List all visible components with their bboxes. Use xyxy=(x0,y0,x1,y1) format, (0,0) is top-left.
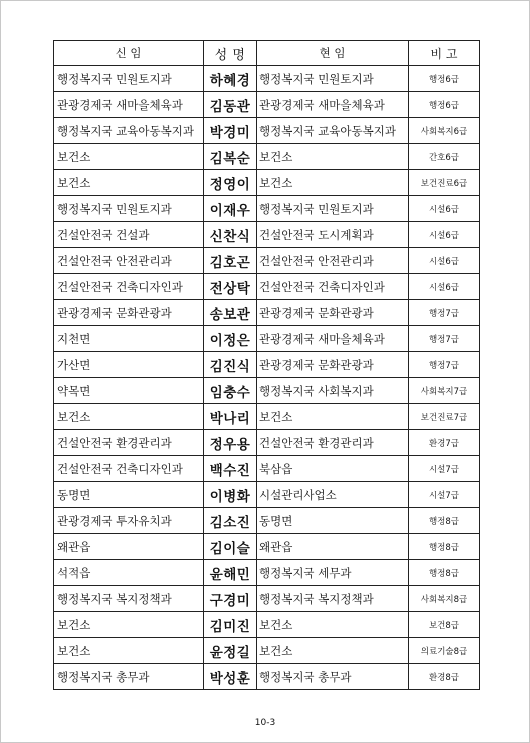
table-header-row xyxy=(54,41,480,66)
remarks-cell: 보건진료6급 xyxy=(409,170,480,196)
new-post-cell: 보건소 xyxy=(54,404,204,430)
table-row xyxy=(54,92,480,118)
remarks-cell: 시설7급 xyxy=(409,482,480,508)
header-remarks: 비 고 xyxy=(409,41,480,66)
new-post-cell: 건설안전국 건축디자인과 xyxy=(54,274,204,300)
name-cell: 박성훈 xyxy=(204,664,257,690)
remarks-cell: 행정6급 xyxy=(409,92,480,118)
new-post-cell: 행정복지국 총무과 xyxy=(54,664,204,690)
header-name: 성 명 xyxy=(204,41,257,66)
remarks-cell: 행정8급 xyxy=(409,560,480,586)
remarks-cell: 행정6급 xyxy=(409,66,480,92)
name-cell: 김호곤 xyxy=(204,248,257,274)
name-cell: 김동관 xyxy=(204,92,257,118)
current-post-cell: 보건소 xyxy=(257,638,409,664)
table-row xyxy=(54,352,480,378)
name-cell: 이병화 xyxy=(204,482,257,508)
table-row xyxy=(54,430,480,456)
remarks-cell: 사회복지7급 xyxy=(409,378,480,404)
current-post-cell: 건설안전국 환경관리과 xyxy=(257,430,409,456)
current-post-cell: 보건소 xyxy=(257,404,409,430)
current-post-cell: 행정복지국 교육아동복지과 xyxy=(257,118,409,144)
table-row xyxy=(54,144,480,170)
remarks-cell: 행정7급 xyxy=(409,352,480,378)
table-row xyxy=(54,534,480,560)
name-cell: 전상탁 xyxy=(204,274,257,300)
new-post-cell: 행정복지국 교육아동복지과 xyxy=(54,118,204,144)
new-post-cell: 석적읍 xyxy=(54,560,204,586)
new-post-cell: 왜관읍 xyxy=(54,534,204,560)
name-cell: 김미진 xyxy=(204,612,257,638)
remarks-cell: 시설6급 xyxy=(409,248,480,274)
current-post-cell: 관광경제국 새마을체육과 xyxy=(257,326,409,352)
name-cell: 이재우 xyxy=(204,196,257,222)
current-post-cell: 건설안전국 건축디자인과 xyxy=(257,274,409,300)
new-post-cell: 약목면 xyxy=(54,378,204,404)
name-cell: 정우용 xyxy=(204,430,257,456)
name-cell: 임충수 xyxy=(204,378,257,404)
table-row xyxy=(54,248,480,274)
current-post-cell: 왜관읍 xyxy=(257,534,409,560)
remarks-cell: 사회복지8급 xyxy=(409,586,480,612)
name-cell: 김진식 xyxy=(204,352,257,378)
name-cell: 박경미 xyxy=(204,118,257,144)
new-post-cell: 관광경제국 새마을체육과 xyxy=(54,92,204,118)
new-post-cell: 지천면 xyxy=(54,326,204,352)
table-row xyxy=(54,560,480,586)
remarks-cell: 시설6급 xyxy=(409,222,480,248)
name-cell: 윤정길 xyxy=(204,638,257,664)
current-post-cell: 행정복지국 복지정책과 xyxy=(257,586,409,612)
current-post-cell: 동명면 xyxy=(257,508,409,534)
current-post-cell: 보건소 xyxy=(257,612,409,638)
table-row xyxy=(54,326,480,352)
remarks-cell: 사회복지6급 xyxy=(409,118,480,144)
current-post-cell: 보건소 xyxy=(257,144,409,170)
table-row xyxy=(54,638,480,664)
remarks-cell: 환경8급 xyxy=(409,664,480,690)
name-cell: 김소진 xyxy=(204,508,257,534)
current-post-cell: 북삼읍 xyxy=(257,456,409,482)
name-cell: 김복순 xyxy=(204,144,257,170)
remarks-cell: 시설6급 xyxy=(409,274,480,300)
remarks-cell: 간호6급 xyxy=(409,144,480,170)
table-row xyxy=(54,456,480,482)
current-post-cell: 보건소 xyxy=(257,170,409,196)
new-post-cell: 보건소 xyxy=(54,144,204,170)
personnel-table xyxy=(53,40,480,690)
name-cell: 구경미 xyxy=(204,586,257,612)
new-post-cell: 관광경제국 투자유치과 xyxy=(54,508,204,534)
new-post-cell: 건설안전국 안전관리과 xyxy=(54,248,204,274)
name-cell: 하혜경 xyxy=(204,66,257,92)
page-number: 10-3 xyxy=(254,718,276,728)
new-post-cell: 보건소 xyxy=(54,638,204,664)
table-row xyxy=(54,118,480,144)
table-row xyxy=(54,222,480,248)
table-row xyxy=(54,482,480,508)
current-post-cell: 행정복지국 사회복지과 xyxy=(257,378,409,404)
current-post-cell: 관광경제국 문화관광과 xyxy=(257,352,409,378)
name-cell: 박나리 xyxy=(204,404,257,430)
header-current-post: 현 임 xyxy=(257,41,409,66)
new-post-cell: 동명면 xyxy=(54,482,204,508)
current-post-cell: 행정복지국 총무과 xyxy=(257,664,409,690)
current-post-cell: 행정복지국 세무과 xyxy=(257,560,409,586)
table-row xyxy=(54,300,480,326)
name-cell: 윤해민 xyxy=(204,560,257,586)
new-post-cell: 행정복지국 민원토지과 xyxy=(54,196,204,222)
current-post-cell: 관광경제국 문화관광과 xyxy=(257,300,409,326)
table-row xyxy=(54,612,480,638)
remarks-cell: 보건8급 xyxy=(409,612,480,638)
remarks-cell: 행정7급 xyxy=(409,300,480,326)
name-cell: 백수진 xyxy=(204,456,257,482)
name-cell: 송보관 xyxy=(204,300,257,326)
header-new-post: 신 임 xyxy=(54,41,204,66)
new-post-cell: 행정복지국 복지정책과 xyxy=(54,586,204,612)
name-cell: 이정은 xyxy=(204,326,257,352)
remarks-cell: 환경7급 xyxy=(409,430,480,456)
table-row xyxy=(54,508,480,534)
name-cell: 정영이 xyxy=(204,170,257,196)
remarks-cell: 시설6급 xyxy=(409,196,480,222)
remarks-cell: 행정8급 xyxy=(409,508,480,534)
name-cell: 김이슬 xyxy=(204,534,257,560)
table-row xyxy=(54,274,480,300)
current-post-cell: 건설안전국 도시계획과 xyxy=(257,222,409,248)
current-post-cell: 행정복지국 민원토지과 xyxy=(257,66,409,92)
new-post-cell: 가산면 xyxy=(54,352,204,378)
remarks-cell: 보건진료7급 xyxy=(409,404,480,430)
current-post-cell: 관광경제국 새마을체육과 xyxy=(257,92,409,118)
remarks-cell: 의료기술8급 xyxy=(409,638,480,664)
remarks-cell: 행정7급 xyxy=(409,326,480,352)
new-post-cell: 건설안전국 환경관리과 xyxy=(54,430,204,456)
table-row xyxy=(54,66,480,92)
current-post-cell: 행정복지국 민원토지과 xyxy=(257,196,409,222)
remarks-cell: 시설7급 xyxy=(409,456,480,482)
new-post-cell: 건설안전국 건축디자인과 xyxy=(54,456,204,482)
new-post-cell: 행정복지국 민원토지과 xyxy=(54,66,204,92)
table-body xyxy=(54,66,480,690)
current-post-cell: 건설안전국 안전관리과 xyxy=(257,248,409,274)
table-row xyxy=(54,404,480,430)
new-post-cell: 건설안전국 건설과 xyxy=(54,222,204,248)
table-row xyxy=(54,586,480,612)
name-cell: 신찬식 xyxy=(204,222,257,248)
remarks-cell: 행정8급 xyxy=(409,534,480,560)
new-post-cell: 관광경제국 문화관광과 xyxy=(54,300,204,326)
table-row xyxy=(54,170,480,196)
current-post-cell: 시설관리사업소 xyxy=(257,482,409,508)
new-post-cell: 보건소 xyxy=(54,170,204,196)
new-post-cell: 보건소 xyxy=(54,612,204,638)
table-row xyxy=(54,378,480,404)
table-row xyxy=(54,196,480,222)
table-row xyxy=(54,664,480,690)
